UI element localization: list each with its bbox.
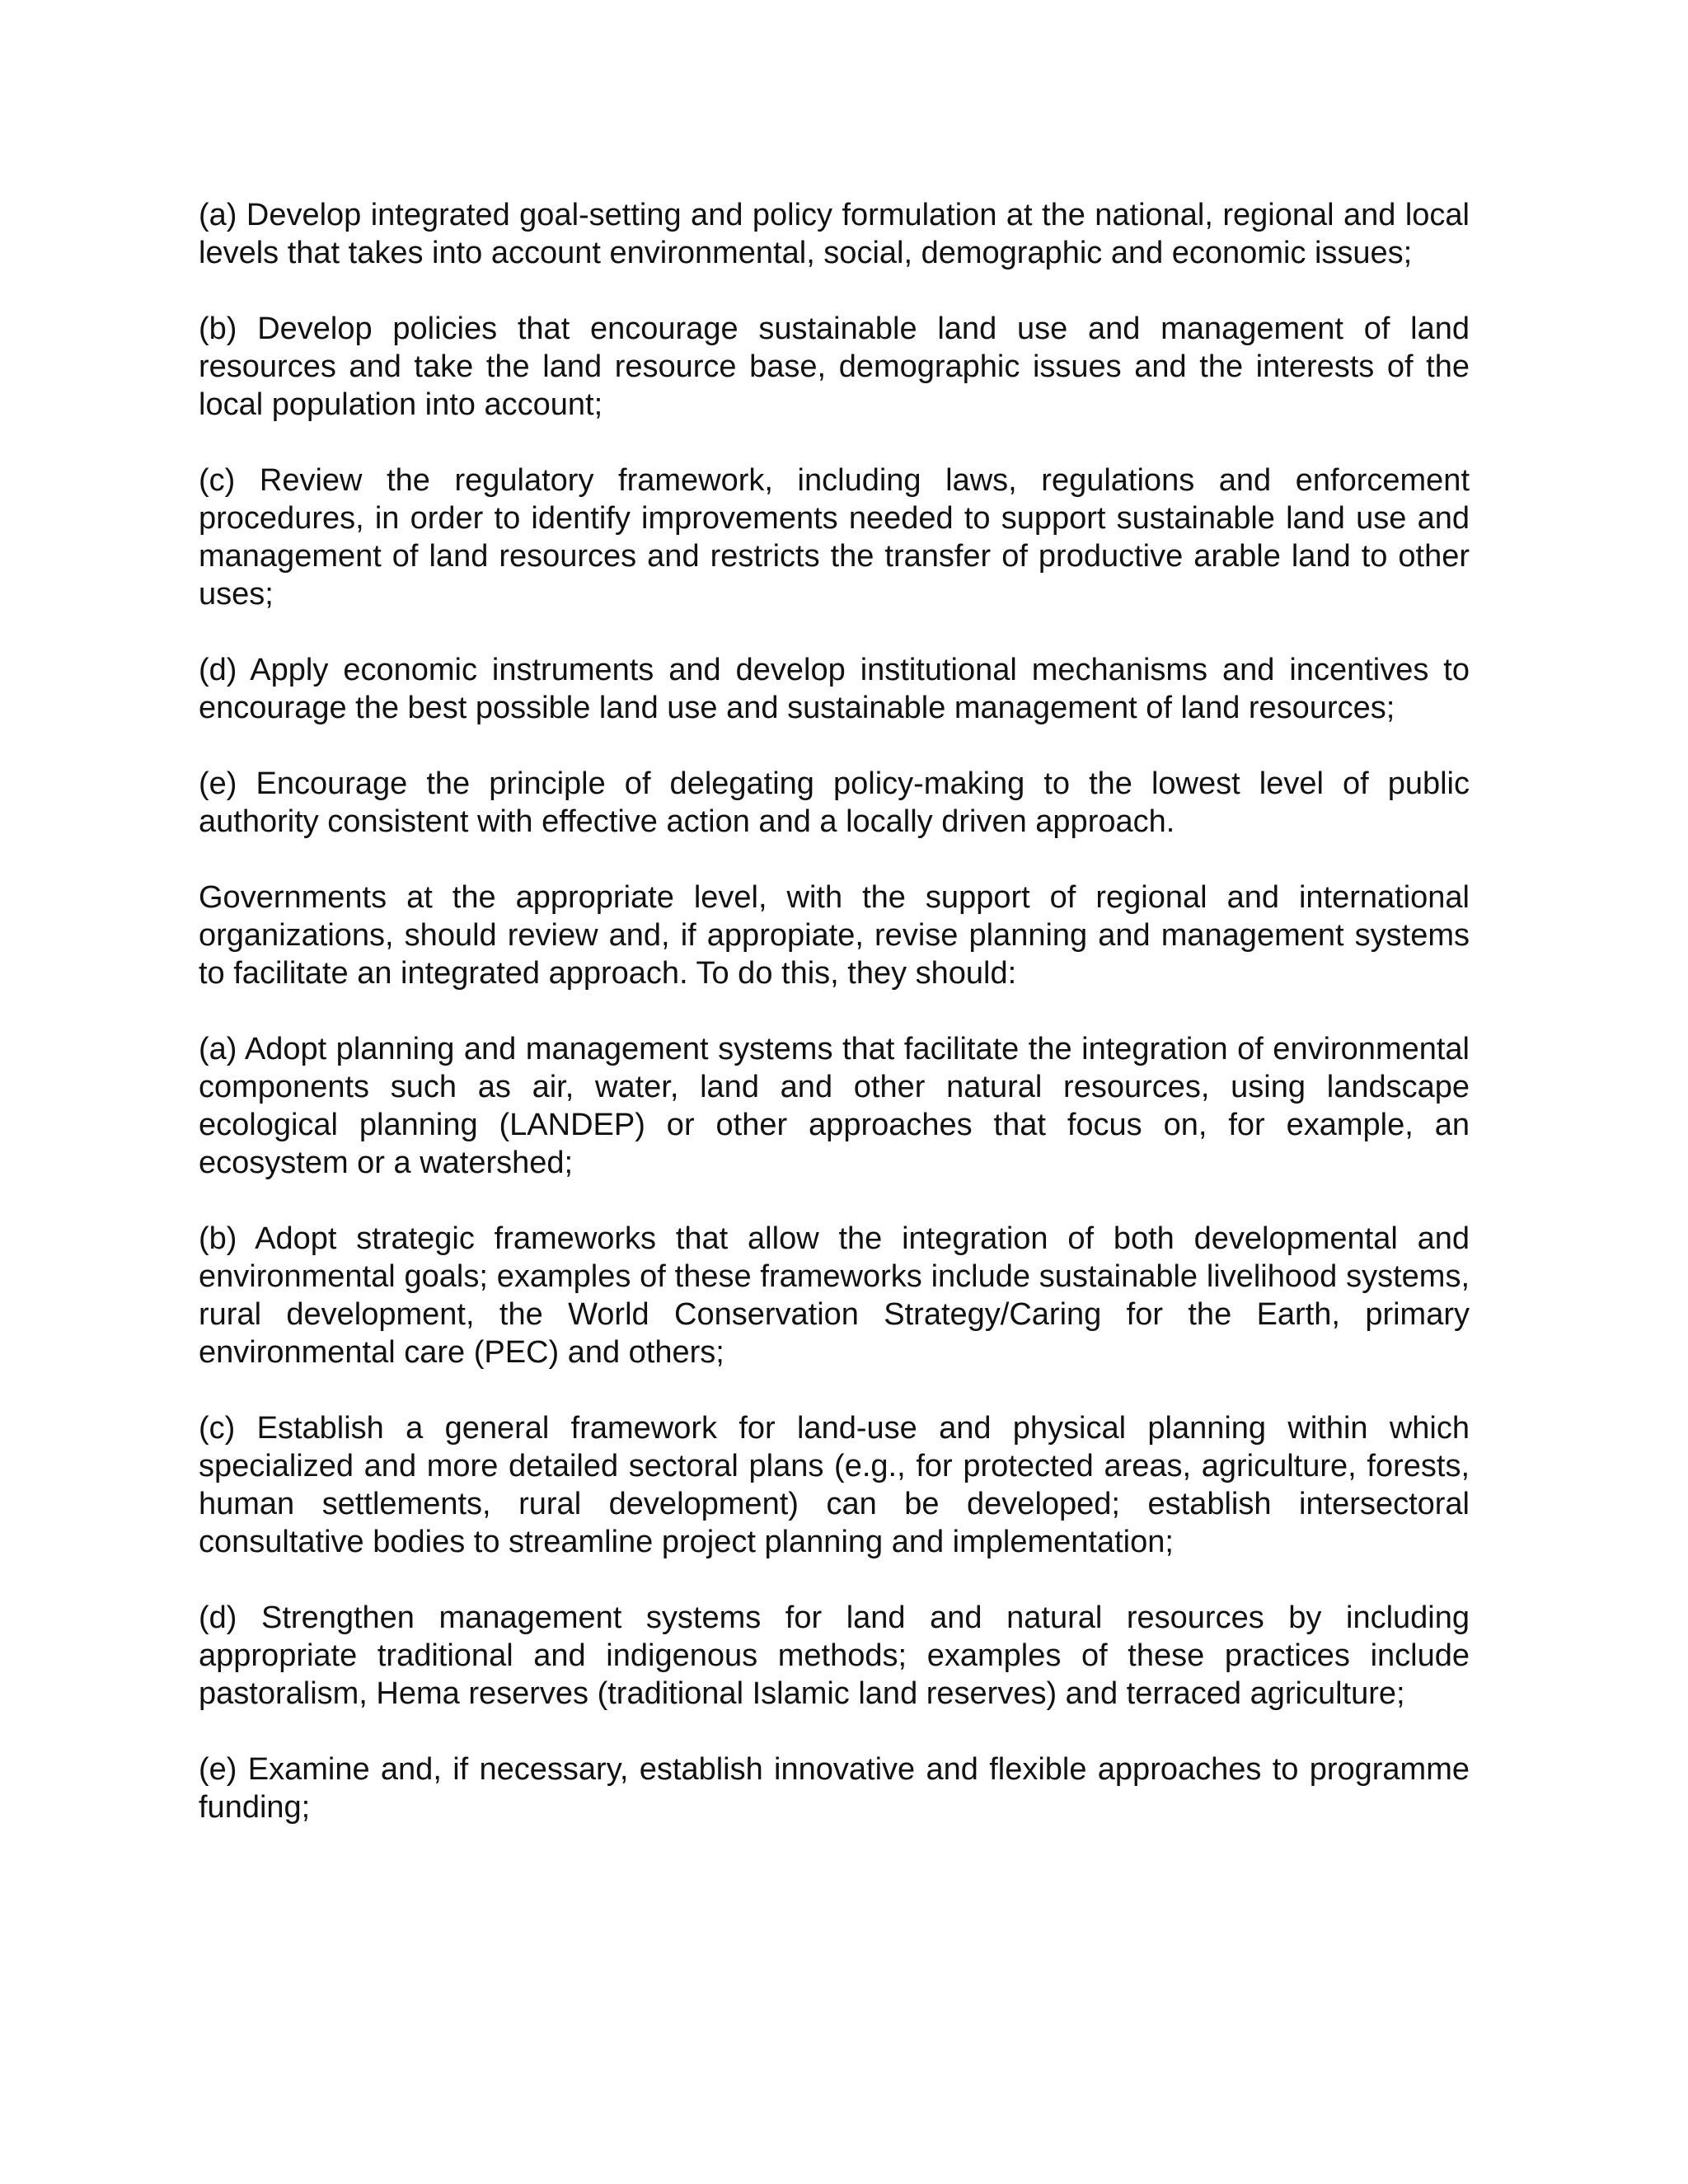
document-body <box>199 196 1470 1864</box>
paragraph-1e: (e) Encourage the principle of delegating policy-making to the lowest level of public authority consistent with effective action and a locally driven approach. <box>199 766 1470 839</box>
paragraph-2b: (b) Adopt strategic frameworks that allow the integration of both developmental and environmental goals; examples of these frameworks include sustainable livelihood systems, rural development, the World Conservation Strategy/Caring for the Earth, primary environmental care (PEC) and others; <box>199 1221 1470 1370</box>
paragraph-1a: (a) Develop integrated goal-setting and policy formulation at the national, regional and local levels that takes into account environmental, social, demographic and economic issues; <box>199 198 1470 270</box>
paragraph-2e: (e) Examine and, if necessary, establish innovative and flexible approaches to programme funding; <box>199 1752 1470 1825</box>
paragraph-1d: (d) Apply economic instruments and develop institutional mechanisms and incentives to encourage the best possible land use and sustainable management of land resources; <box>199 653 1470 725</box>
paragraph-1b: (b) Develop policies that encourage sustainable land use and management of land resources and take the land resource base, demographic issues and the interests of the local population into account; <box>199 312 1470 422</box>
paragraph-2a: (a) Adopt planning and management systems that facilitate the integration of environmental components such as air, water, land and other natural resources, using landscape ecological planning (LANDEP) or other approaches that focus on, for example, an ecosystem or a watershed; <box>199 1032 1470 1180</box>
paragraph-1c: (c) Review the regulatory framework, including laws, regulations and enforcement procedures, in order to identify improvements needed to support sustainable land use and management of land resources and restricts the transfer of productive arable land to other uses; <box>199 463 1470 612</box>
paragraph-2d: (d) Strengthen management systems for land and natural resources by including appropriate traditional and indigenous methods; examples of these practices include pastoralism, Hema reserves (traditional Islamic land reserves) and terraced agriculture; <box>199 1601 1470 1711</box>
intro-paragraph: Governments at the appropriate level, with the support of regional and international organizations, should review and, if appropiate, revise planning and management systems to facilitate an integrated approach. To do this, they should: <box>199 880 1470 991</box>
paragraph-2c: (c) Establish a general framework for land-use and physical planning within which specialized and more detailed sectoral plans (e.g., for protected areas, agriculture, forests, human settlements, rural development) can be developed; establish intersectoral consultative bodies to streamline project planning and implementation; <box>199 1411 1470 1559</box>
